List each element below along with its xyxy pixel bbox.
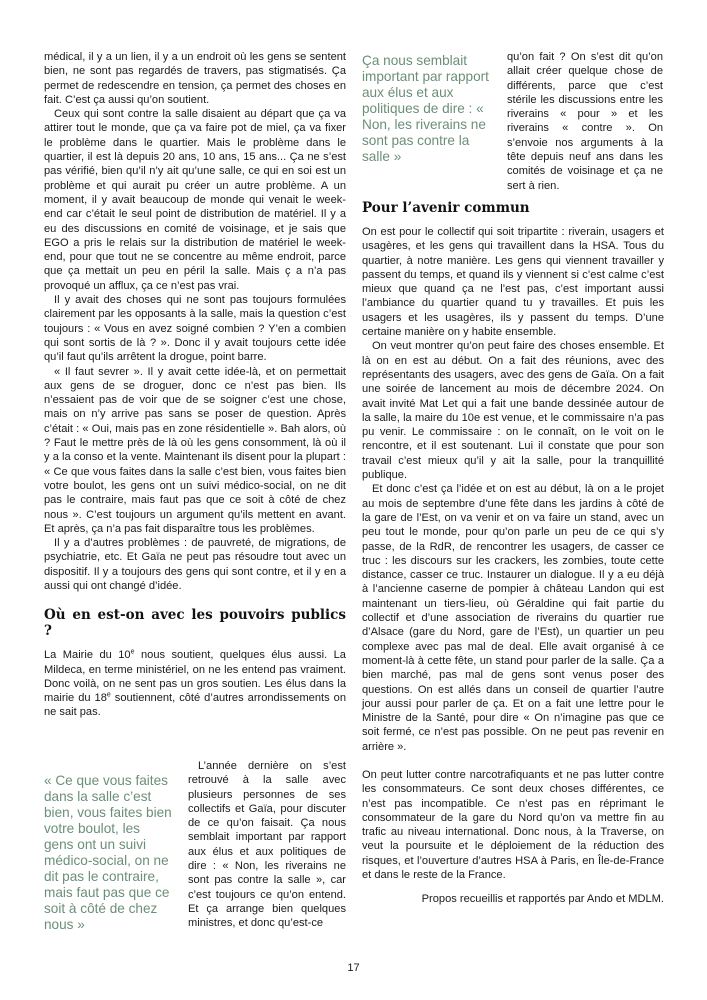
credit-line: Propos recueillis et rapportés par Ando et MDLM. <box>421 893 664 906</box>
pull-quote-left: « Ce que vous faites dans la salle c’est bien, vous faites bien votre boulot, les gens ont un suivi médico-social, on ne dit pas le contraire, mais faut pas que ce soit à côté de chez nous » <box>44 773 172 932</box>
paragraph: « Il faut sevrer ». Il y avait cette idée-là, et on permettait aux gens de se droguer, donc ce n’est pas bien. Ils n’essaient pas de voir que de se soigner c’est une chose, mais on n’y arrive pas sans se poser de question. Après c’était : « Oui, mais pas en zone résidentielle ». Bah alors, où ? Faut le mettre près de là où les gens consomment, là où il y a la conso et la vente. Maintenant ils disent pour la plupart : « Ce que vous faites dans la salle c’est bien, vous faites bien votre boulot, les gens ont un suivi médico-social, on ne dit pas le contraire, mais faut pas que ce soit à côté de chez nous ». C’est toujours un argument qu’ils mettent en avant. Et après, ça n’a pas fait disparaître tous les problèmes. <box>44 365 346 535</box>
paragraph: On est pour le collectif qui soit tripartite : riverain, usagers et usagères, et les gens qui travaillent dans la HSA. Tous du quartier, à notre manière. Les gens qui viennent travailler y passent du temps, et quand ils y viennent si c’est calme c’est mieux que quand ça ne l’est pas, c’est important aussi l’ambiance du quartier quand tu y travailles. Et puis les usagers et les usagères, ils y passent du temps. D’une certaine manière on y habite ensemble. <box>362 226 664 339</box>
section-heading: Pour l’avenir commun <box>362 200 530 216</box>
left-column <box>44 50 346 720</box>
paragraph: Ceux qui sont contre la salle disaient au départ que ça va attirer tout le monde, que ça va faire pot de miel, ça va fixer le problème dans le quartier. Mais le problème dans le quartier, il est là depuis 20 ans, 10 ans, 15 ans... Ça ne s’est pas vérifié, bien qu’il n’y ait qu’une salle, ce qui en soi est un problème et qui aurait pu créer un autre problème. A un moment, il y avait beaucoup de monde qui venait le week-end car c’était le seul point de distribution de matériel. Il y a eu des discussions en comité de voisinage, et je sais que EGO a pris le relais sur la distribution de matériel le week-end, pour que tout ne se concentre au même endroit, parce que ça mettait un peu en péril la salle. Mais ç a n’a pas provoqué un afflux, ça ce n’est pas vrai. <box>44 108 346 292</box>
right-narrow-column <box>507 50 663 193</box>
pull-quote-right: Ça nous semblait important par rapport aux élus et aux politiques de dire : « Non, les riverains ne sont pas contre la salle » <box>362 53 489 164</box>
superscript: e <box>106 691 111 699</box>
paragraph: On veut montrer qu’on peut faire des choses ensemble. Et là on en est au début. On a fait des réunions, avec des représentants des usagers, avec des gens de Gaïa. On a fait une soirée de lancement au mois de décembre 2024. On avait invité Mat Let qui a fait une bande dessinée autour de la salle, la maire du 10e est venue, et le commissaire n’a pas pu venir. Le commissaire : on le connaît, on le voit on le rencontre, et il est soutenant. Lui il constate que pour son travail c’est mieux qu’il y ait la salle, pour la tranquillité publique. <box>362 340 664 482</box>
right-column <box>362 190 664 907</box>
paragraph: qu’on fait ? On s’est dit qu’on allait créer quelque chose de différents, parce que c’est stérile les discussions entre les riverains « pour » et les riverains « contre ». On s’envoie nos arguments à la tête depuis neuf ans dans les comités de voisinage et ça ne sert à rien. <box>507 51 663 192</box>
text-span: La Mairie du 10 <box>44 649 131 662</box>
section-heading: Où en est-on avec les pouvoirs publics ? <box>44 607 346 640</box>
paragraph: Et donc c’est ça l’idée et on est au début, là on a le projet au mois de septembre d’une fête dans les jardins à côté de la gare de l’Est, on va venir et on va faire un stand, avec un peu tout le monde, pour qu’on parle un peu de ce qui s’y passe, de la RdR, de rencontrer les usagers, de casser ce truc : les discours sur les crackers, les zombies, toute cette distance, casser ce truc. Instaurer un dialogue. Il y a eu déjà à l’ancienne caserne de pompier à château Landon qui est maintenant un tiers-lieu, où Géraldine qui fait partie du collectif et d’une association de riverains du quartier rue d’Alsace (gare du Nord, gare de l’Est), un quartier un peu complexe avec pas mal de deal. Elle avait organisé à ce moment-là à cette fête, un stand pour parler de la salle. Ça a bien marché, pas mal de gens sont venus poser des questions. On est allés dans un conseil de quartier l’autre jour aussi pour parler de ça. Et on a fait une lettre pour le Ministre de la Santé, pour dire « On n’imagine pas que ce soit fermé, ce n’est pas possible. On ne peut pas revenir en arrière ». <box>362 483 664 753</box>
text-span: nous soutient, quelques élus aussi. La Mildeca, en terme ministériel, on ne les entend pas vraiment. Donc voilà, on ne sent pas un gros soutien. Les élus dans la mairie du 18 <box>44 649 346 705</box>
paragraph: Il y a d’autres problèmes : de pauvreté, de migrations, de psychiatrie, etc. Et Gaïa ne peut pas résoudre tout avec un dispositif. Il y a toujours des gens qui sont contre, et il y en a aussi qui ont changé d’idée. <box>44 537 346 592</box>
paragraph: médical, il y a un lien, il y a un endroit où les gens se sentent bien, ne sont pas regardés de travers, pas stigmatisés. Ça permet de redescendre en tension, ça permet des choses en fait. C’est ça aussi qu’on soutient. <box>44 51 346 106</box>
paragraph: Il y avait des choses qui ne sont pas toujours formulées clairement par les opposants à la salle, mais la question c’est toujours : « Vous en avez soigné combien ? Y’en a combien qui sont sortis de là ? ». Donc il y avait toujours cette idée qu’il faut qu’ils arrêtent la drogue, point barre. <box>44 294 346 364</box>
text-span: soutiennent, côté d’autres arrondissements on ne sait pas. <box>44 692 346 719</box>
paragraph: L’année dernière on s’est retrouvé à la salle avec plusieurs personnes de ses collectifs et Gaïa, pour discuter de ce qu’on faisait. Ça nous semblait important par rapport aux élus et aux politiques de dire : « Non, les riverains ne sont pas contre la salle », car c’est toujours ce qu’on entend. Et ça arrange bien quelques ministres, et donc qu’est-ce <box>188 760 346 930</box>
left-narrow-column <box>188 759 346 931</box>
paragraph-mairie <box>44 648 346 719</box>
paragraph: On peut lutter contre narcotrafiquants et ne pas lutter contre les consommateurs. Ce sont deux choses différentes, ce n’est pas incompatible. Ce n’est pas en réprimant le consommateur de la gare du Nord qu’on va mettre fin au trafic au niveau international. Donc nous, à la Traverse, on veut la poursuite et le déploiement de la réduction des risques, et l’ouverture d’autres HSA à Paris, en Île-de-France et dans le reste de la France. <box>362 768 664 882</box>
page-number: 17 <box>347 962 360 974</box>
superscript: e <box>130 648 135 656</box>
